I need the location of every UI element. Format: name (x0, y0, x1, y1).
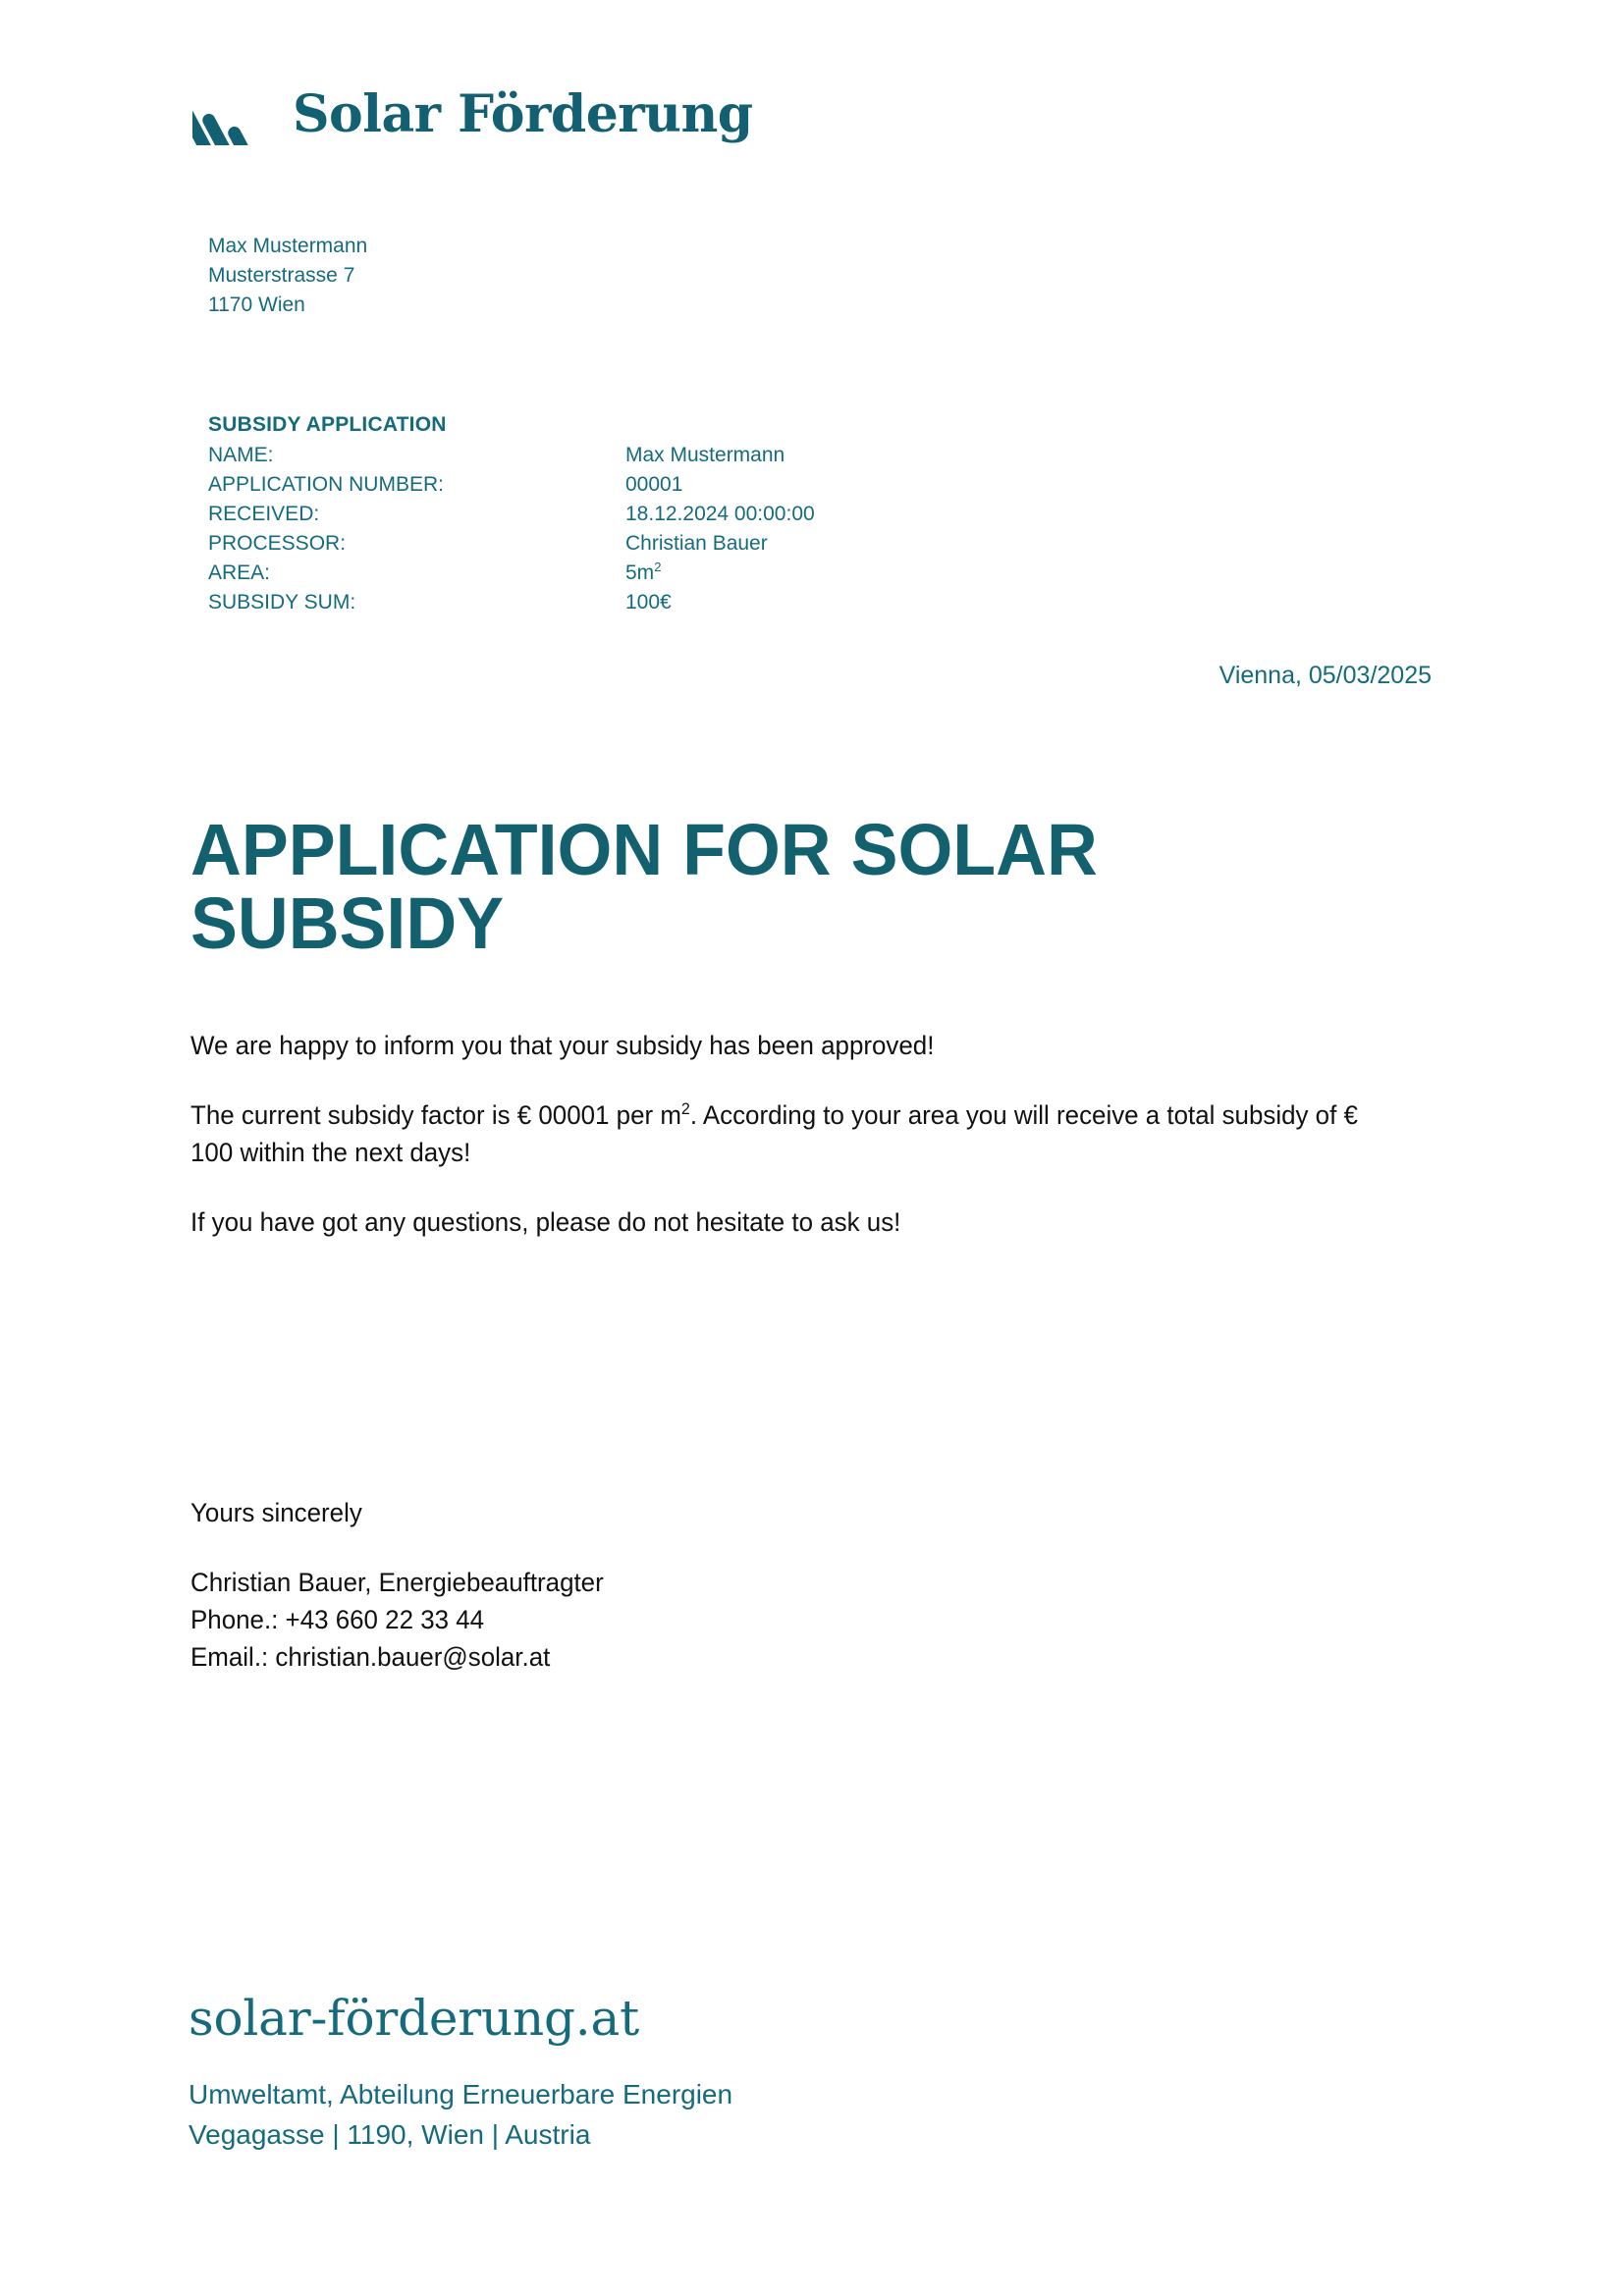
place-and-date: Vienna, 05/03/2025 (1218, 662, 1432, 689)
signer-email: Email.: christian.bauer@solar.at (190, 1642, 551, 1672)
recipient-address (208, 232, 367, 320)
signature-salutation: Yours sincerely (190, 1498, 362, 1527)
subsidy-total-text: . According to your area you will receive a total subsidy of € 100 within the next days! (190, 1100, 1358, 1167)
body-paragraph: If you have got any questions, please do not hesitate to ask us! (190, 1207, 901, 1237)
details-label: RECEIVED: (208, 503, 320, 525)
details-value: 18.12.2024 00:00:00 (625, 503, 815, 525)
signature-block (190, 1494, 604, 1676)
details-label: SUBSIDY SUM: (208, 591, 356, 614)
brand-logo (192, 84, 753, 145)
area-number: 5m (625, 561, 655, 584)
details-value (625, 559, 815, 588)
page-footer (189, 1990, 733, 2155)
signer-name-role: Christian Bauer, Energiebeauftragter (190, 1568, 604, 1597)
details-value: 100€ (625, 591, 672, 614)
table-row (208, 500, 815, 529)
subsidy-details (208, 410, 815, 617)
body-paragraph: We are happy to inform you that your subsidy has been approved! (190, 1031, 935, 1060)
address-line: Max Mustermann (208, 235, 368, 257)
footer-department: Umweltamt, Abteilung Erneuerbare Energien (189, 2078, 733, 2109)
table-row (208, 559, 815, 588)
signer-phone: Phone.: +43 660 22 33 44 (190, 1605, 485, 1634)
details-label: PROCESSOR: (208, 532, 347, 555)
details-label: APPLICATION NUMBER: (208, 473, 444, 496)
subsidy-factor-text: The current subsidy factor is € 00001 per m (190, 1100, 681, 1130)
table-row (208, 529, 815, 559)
three-diagonal-bars-icon (192, 84, 257, 145)
details-label: NAME: (208, 444, 274, 466)
details-label: AREA: (208, 561, 271, 584)
details-value: Christian Bauer (625, 532, 768, 555)
address-line: 1170 Wien (208, 294, 305, 316)
details-value: 00001 (625, 473, 683, 496)
footer-address (189, 2074, 732, 2155)
footer-website: solar-förderung.at (189, 1990, 639, 2047)
table-row (208, 470, 815, 500)
letter-body (190, 1027, 1374, 1241)
body-paragraph (190, 1096, 1374, 1171)
details-table (208, 441, 815, 617)
details-title: SUBSIDY APPLICATION (208, 413, 447, 436)
table-row (208, 441, 815, 470)
footer-street: Vegagasse | 1190, Wien | Austria (189, 2118, 591, 2150)
square-meter-exponent: 2 (680, 1099, 690, 1118)
area-exponent: 2 (654, 560, 662, 574)
address-line: Musterstrasse 7 (208, 264, 355, 287)
page-title: APPLICATION FOR SOLAR SUBSIDY (190, 808, 1098, 965)
details-value: Max Mustermann (625, 444, 785, 466)
brand-wordmark: Solar Förderung (293, 84, 753, 144)
signature-contact (190, 1564, 604, 1676)
table-row (208, 588, 815, 617)
